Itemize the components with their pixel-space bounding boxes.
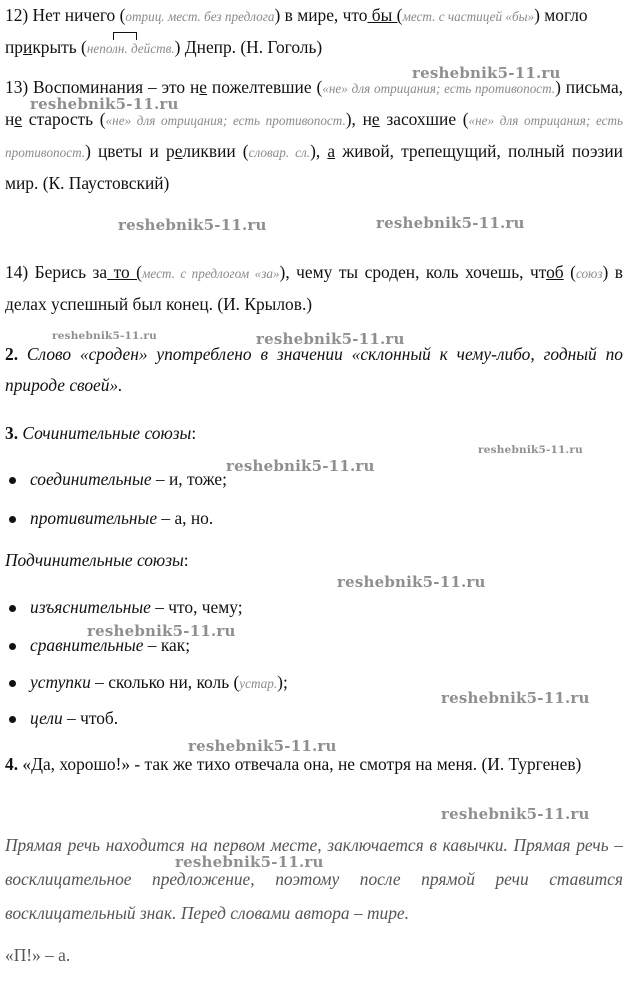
bullet-icon bbox=[9, 605, 16, 612]
task-4-scheme: «П!» – а. bbox=[5, 945, 71, 965]
bullet-icon bbox=[9, 643, 16, 650]
watermark: reshebnik5-11.ru bbox=[188, 737, 337, 755]
sub-item-2: сравнительные – как; bbox=[30, 630, 190, 661]
sentence-14: 14) Берись за то (мест. с предлогом «за»), чему ты сроден, коль хочешь, чтоб (союз) в делах успешный был конец. (И. Крылов.) bbox=[5, 262, 623, 314]
watermark: reshebnik5-11.ru bbox=[412, 64, 561, 82]
sub-item-3: уступки – сколько ни, коль (устар.); bbox=[30, 667, 288, 699]
task-2-number: 2. bbox=[5, 344, 19, 364]
bullet-icon bbox=[9, 680, 16, 687]
note-12-3: неполн. действ. bbox=[86, 41, 175, 56]
sentence-13: 13) Воспоминания – это не пожелтевшие («не» для отрицания; есть противопост.) письма, не старость («не» для отрицания; есть противопост.), не засохшие («не» для отрицания; есть противопост.) цветы и реликвии (словар. сл.), а живой, трепещущий, полный поэзии мир. (К. Паустовский) bbox=[5, 77, 624, 193]
watermark: reshebnik5-11.ru bbox=[256, 330, 405, 348]
watermark: reshebnik5-11.ru bbox=[441, 689, 590, 707]
note-13-1: «не» для отрицания; есть противопост. bbox=[322, 81, 556, 96]
task-3-heading: 3. Сочинительные союзы: bbox=[5, 423, 197, 443]
watermark: reshebnik5-11.ru bbox=[175, 853, 324, 871]
note-13-4: словар. сл. bbox=[248, 145, 311, 160]
watermark: reshebnik5-11.ru bbox=[337, 573, 486, 591]
note-13-3: «не» для отрицания; есть противопост. bbox=[5, 113, 624, 160]
prefix-mark bbox=[113, 32, 137, 40]
note-13-2: «не» для отрицания; есть противопост. bbox=[105, 113, 346, 128]
task-4-explanation: Прямая речь находится на первом месте, заключается в кавычки. Прямая речь – восклицательное предложение, поэтому после прямой речи ставится восклицательный знак. Перед словами автора – тире. bbox=[5, 835, 623, 923]
note-12-2: мест. с частицей «бы» bbox=[402, 9, 535, 24]
task-4: 4. «Да, хорошо!» - так же тихо отвечала она, не смотря на меня. (И. Тургенев) bbox=[5, 754, 582, 774]
note-12-1: отриц. мест. без предлога bbox=[125, 9, 275, 24]
note-14-1: мест. с предлогом «за» bbox=[141, 266, 280, 281]
sub-heading: Подчинительные союзы: bbox=[5, 550, 189, 570]
watermark: reshebnik5-11.ru bbox=[376, 214, 525, 232]
sub-item-4: цели – чтоб. bbox=[30, 703, 118, 734]
task-2 bbox=[5, 339, 623, 401]
watermark: reshebnik5-11.ru bbox=[30, 95, 179, 113]
bullet-icon bbox=[9, 477, 16, 484]
coord-item-2: противительные – а, но. bbox=[30, 503, 213, 534]
note-14-2: союз bbox=[575, 266, 603, 281]
sentence-12: 12) Нет ничего (отриц. мест. без предлога) в мире, что бы (мест. с частицей «бы») могло прикрыть (неполн. действ.) Днепр. (Н. Гоголь) bbox=[5, 5, 588, 57]
watermark: reshebnik5-11.ru bbox=[226, 457, 375, 475]
watermark: reshebnik5-11.ru bbox=[478, 444, 583, 456]
bullet-icon bbox=[9, 716, 16, 723]
watermark: reshebnik5-11.ru bbox=[52, 330, 157, 342]
coord-item-1: соединительные – и, тоже; bbox=[30, 464, 227, 495]
watermark: reshebnik5-11.ru bbox=[441, 805, 590, 823]
task-2-text: Слово «сроден» употреблено в значении «склонный к чему-либо, годный по природе своей». bbox=[5, 344, 623, 395]
task-4-quote: «Да, хорошо!» - так же тихо отвечала она, не смотря на меня. (И. Тургенев) bbox=[22, 754, 582, 774]
bullet-icon bbox=[9, 516, 16, 523]
watermark: reshebnik5-11.ru bbox=[87, 622, 236, 640]
sub-item-1: изъяснительные – что, чему; bbox=[30, 592, 243, 623]
watermark: reshebnik5-11.ru bbox=[118, 216, 267, 234]
